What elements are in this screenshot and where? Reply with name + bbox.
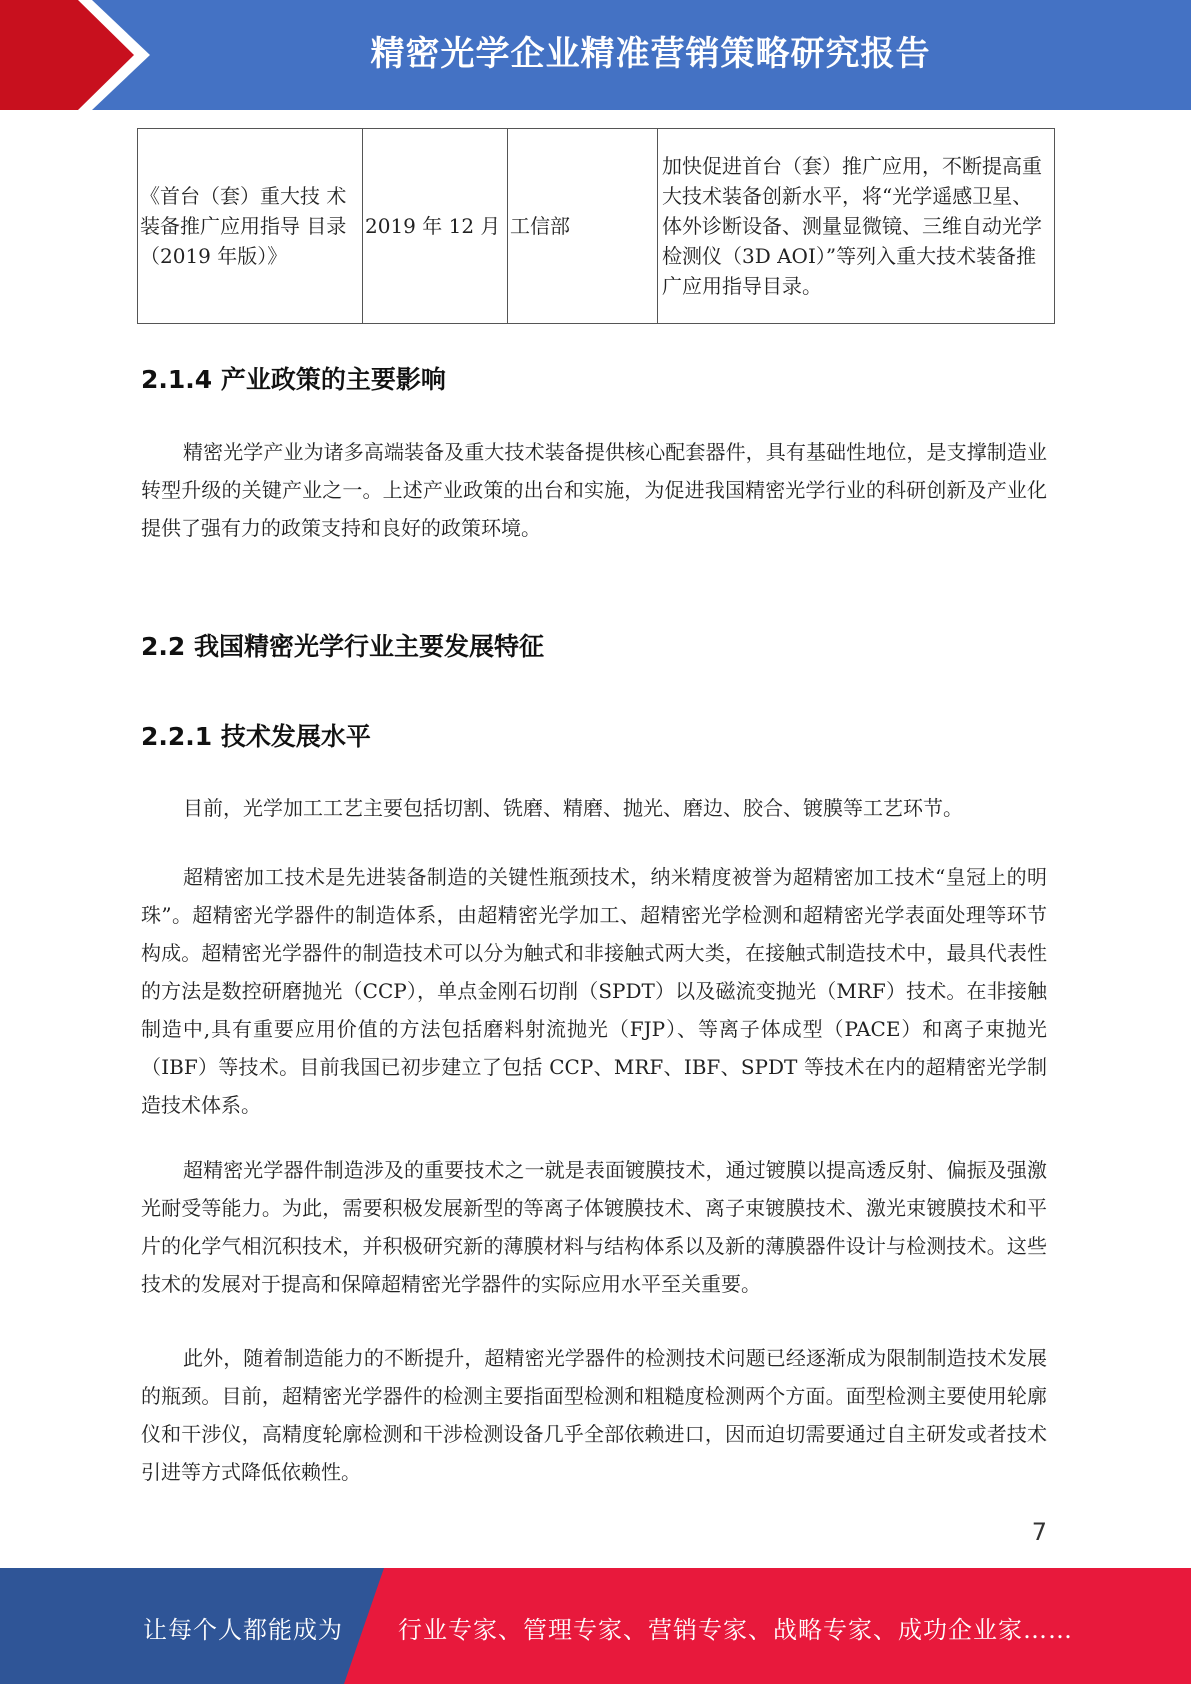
policy-name-cell: 《首台（套）重大技 术装备推广应用指导 目录（2019 年版）》 <box>138 129 363 324</box>
table-row <box>138 129 1055 324</box>
paragraph: 精密光学产业为诸多高端装备及重大技术装备提供核心配套器件，具有基础性地位，是支撑制造业转型升级的关键产业之一。上述产业政策的出台和实施，为促进我国精密光学行业的科研创新及产业化提供了强有力的政策支持和良好的政策环境。 <box>141 440 1047 540</box>
policy-department-cell: 工信部 <box>508 129 658 324</box>
paragraph: 超精密加工技术是先进装备制造的关键性瓶颈技术，纳米精度被誉为超精密加工技术“皇冠上的明珠”。超精密光学器件的制造体系，由超精密光学加工、超精密光学检测和超精密光学表面处理等环节构成。超精密光学器件的制造技术可以分为触式和非接触式两大类，在接触式制造技术中，最具代表性的方法是数控研磨抛光（CCP），单点金刚石切削（SPDT）以及磁流变抛光（MRF）技术。在非接触制造中,具有重要应用价值的方法包括磨料射流抛光（FJP）、等离子体成型（PACE）和离子束抛光（IBF）等技术。目前我国已初步建立了包括 CCP、MRF、IBF、SPDT 等技术在内的超精密光学制造技术体系。 <box>141 865 1047 1117</box>
section-heading-2-1-4: 2.1.4 产业政策的主要影响 <box>141 365 446 394</box>
footer-slogan-right: 行业专家、管理专家、营销专家、战略专家、成功企业家…… <box>398 1616 1073 1644</box>
page-footer <box>0 1568 1191 1684</box>
policy-content-cell: 加快促进首台（套）推广应用，不断提高重大技术装备创新水平，将“光学遥感卫星、体外诊断设备、测量显微镜、三维自动光学检测仪（3D AOI）”等列入重大技术装备推广应用指导目录。 <box>658 129 1055 324</box>
policy-table <box>137 128 1055 324</box>
paragraph: 目前，光学加工工艺主要包括切割、铣磨、精磨、抛光、磨边、胶合、镀膜等工艺环节。 <box>183 796 963 820</box>
policy-date-cell: 2019 年 12 月 <box>363 129 508 324</box>
page-number: 7 <box>1031 1518 1047 1546</box>
paragraph: 此外，随着制造能力的不断提升，超精密光学器件的检测技术问题已经逐渐成为限制制造技术发展的瓶颈。目前，超精密光学器件的检测主要指面型检测和粗糙度检测两个方面。面型检测主要使用轮廓仪和干涉仪，高精度轮廓检测和干涉检测设备几乎全部依赖进口，因而迫切需要通过自主研发或者技术引进等方式降低依赖性。 <box>141 1346 1047 1484</box>
paragraph: 超精密光学器件制造涉及的重要技术之一就是表面镀膜技术，通过镀膜以提高透反射、偏振及强激光耐受等能力。为此，需要积极发展新型的等离子体镀膜技术、离子束镀膜技术、激光束镀膜技术和平片的化学气相沉积技术，并积极研究新的薄膜材料与结构体系以及新的薄膜器件设计与检测技术。这些技术的发展对于提高和保障超精密光学器件的实际应用水平至关重要。 <box>141 1158 1047 1296</box>
report-title: 精密光学企业精准营销策略研究报告 <box>370 34 931 74</box>
section-heading-2-2: 2.2 我国精密光学行业主要发展特征 <box>141 632 544 661</box>
footer-slogan-left: 让每个人都能成为 <box>143 1616 343 1644</box>
page-header <box>0 0 1191 110</box>
section-heading-2-2-1: 2.2.1 技术发展水平 <box>141 722 371 751</box>
